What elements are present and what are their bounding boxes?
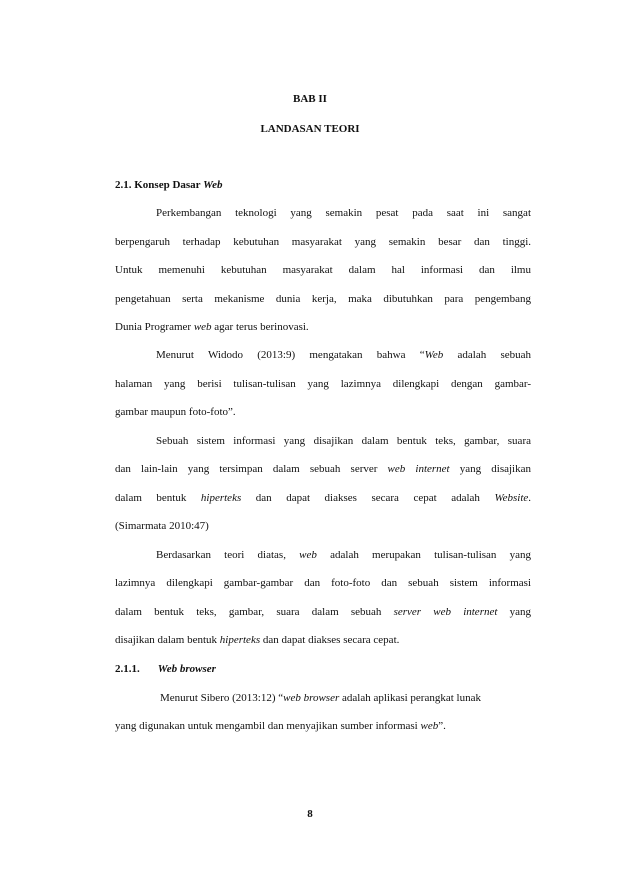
p1-line-1: Perkembangan teknologi yang semakin pesat pada saat ini sangat (156, 207, 531, 219)
p1-line-3: Untuk memenuhi kebutuhan masyarakat dalam hal informasi dan ilmu (115, 264, 531, 276)
p3-line-4: (Simarmata 2010:47) (115, 520, 209, 532)
p1-line-5: Dunia Programer web agar terus berinovasi. (115, 321, 309, 333)
p4-line-1: Berdasarkan teori diatas, web adalah merupakan tulisan-tulisan yang (156, 549, 532, 561)
p3-line-2: dan lain-lain yang tersimpan dalam sebuah server web internet yang disajikan (115, 463, 531, 475)
section-number: 2.1. (115, 179, 132, 191)
section-heading (115, 177, 222, 193)
p2-line-3: gambar maupun foto-foto”. (115, 406, 236, 418)
p3-line-3: dalam bentuk hiperteks dan dapat diakses secara cepat adalah Website. (115, 492, 532, 504)
section-title: Konsep Dasar (134, 179, 201, 191)
subsection-title: Web browser (157, 663, 216, 675)
p4-line-2: lazimnya dilengkapi gambar-gambar dan foto-foto dan sebuah sistem informasi (115, 577, 531, 589)
p4-line-4: disajikan dalam bentuk hiperteks dan dapat diakses secara cepat. (115, 634, 400, 646)
p2-line-1: Menurut Widodo (2013:9) mengatakan bahwa “Web adalah sebuah (156, 349, 532, 361)
chapter-title: LANDASAN TEORI (260, 123, 360, 135)
p5-line-1: Menurut Sibero (2013:12) “web browser adalah aplikasi perangkat lunak (160, 692, 481, 704)
subsection-heading (115, 661, 216, 677)
chapter-label: BAB II (293, 93, 327, 105)
p5-line-2: yang digunakan untuk mengambil dan menyajikan sumber informasi web”. (115, 720, 446, 732)
section-title-italic: Web (203, 179, 223, 191)
p2-line-2: halaman yang berisi tulisan-tulisan yang lazimnya dilengkapi dengan gambar- (115, 378, 531, 390)
p1-line-2: berpengaruh terhadap kebutuhan masyarakat yang semakin besar dan tinggi. (115, 236, 531, 248)
p1-line-4: pengetahuan serta mekanisme dunia kerja, maka dibutuhkan para pengembang (115, 293, 531, 305)
p4-line-3: dalam bentuk teks, gambar, suara dalam sebuah server web internet yang (115, 606, 532, 618)
page-number: 8 (307, 808, 313, 820)
subsection-number: 2.1.1. (115, 663, 140, 675)
p3-line-1: Sebuah sistem informasi yang disajikan dalam bentuk teks, gambar, suara (156, 435, 531, 447)
